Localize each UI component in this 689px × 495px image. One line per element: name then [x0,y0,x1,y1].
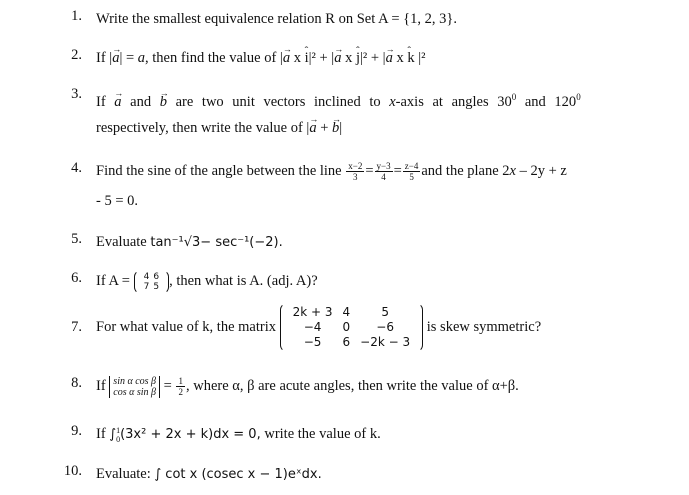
text-part: If [96,426,110,442]
determinant-row: cos α sin β [113,386,157,398]
numerator: z−4 [404,161,419,172]
vector-a: a → [334,47,341,69]
text-part: + [316,120,333,136]
question-number: 1. [71,8,82,24]
text-part: x [290,50,305,66]
text-part: and [130,93,152,110]
lower-limit: 0 [116,434,121,444]
matrix-cell: 5 [153,281,160,292]
text-part: For what value of k, the matrix [96,318,276,335]
denominator: 3 [353,172,358,183]
vector-a: a → [114,91,121,113]
determinant [109,376,160,398]
denominator: 5 [409,172,414,183]
matrix-cell: −2k − 3 [360,335,411,349]
matrix-cell: 7 [143,281,150,292]
text-part: respectively, then write the value of | [96,120,310,136]
text-part: write the value of k. [260,426,381,442]
matrix-a [134,272,169,292]
question-number: 10. [63,463,82,479]
vector-a: a → [112,47,119,69]
question-text-line-2: - 5 = 0. [96,193,139,209]
math-expression: (3x² + 2x + k)dx = 0, [120,427,261,442]
integral-sign: ∫ [109,427,117,442]
text-part: If [96,378,106,394]
matrix-cell: −5 [303,335,322,349]
matrix-k [280,305,424,350]
vector-a: a → [309,117,316,139]
question-text [96,270,667,292]
numerator: 1 [178,376,183,387]
superscript: 0 [576,92,581,102]
matrix-cell: −6 [376,320,394,334]
text-part: – 2y + z [515,163,567,179]
question-text-line-1 [96,86,667,113]
question-number: 2. [71,47,82,63]
vector-b: b → [160,91,167,113]
fraction [176,376,185,397]
text-part: If [96,93,106,110]
text-part: |² [414,50,426,66]
question-number: 4. [71,160,82,176]
text-part: | [339,120,343,136]
matrix-cell: 6 [153,271,160,282]
text-part: , then find the value of | [145,50,283,66]
text-part: is skew symmetric? [426,318,542,335]
text-part: Evaluate: [96,466,155,482]
question-text-line-2 [96,117,667,139]
matrix-cell: 4 [342,305,351,319]
question-number: 3. [71,86,82,102]
question-number: 7. [71,319,82,335]
question-text [96,423,667,446]
fraction [375,161,393,182]
question-text [96,305,667,350]
matrix-cell: −4 [303,320,322,334]
upper-limit: 1 [116,425,121,435]
text-part: Evaluate [96,234,151,250]
text-part: |² + | [359,50,386,66]
text-part: x [392,50,408,66]
math-expression: ∫ cot x (cosec x − 1)eˣdx. [154,467,322,482]
determinant-row: sin α cos β [113,375,157,387]
text-part: |² + | [308,50,335,66]
text-part: , then what is A. (adj. A)? [169,273,318,289]
text-part: -axis at angles 30 [395,93,512,110]
text-part: x [509,163,516,179]
question-text [96,375,667,398]
text-part: If | [96,50,113,66]
text-part: and the plane 2 [421,163,510,179]
question-number: 6. [71,270,82,286]
vector-a: a → [386,47,393,69]
unit-vector-i: i ˆ [305,47,309,69]
matrix-cell: 5 [381,305,389,319]
matrix-cell: 6 [342,335,351,349]
question-text [96,463,667,486]
superscript: 0 [511,92,517,102]
denominator: 4 [381,172,386,183]
question-number: 8. [71,375,82,391]
question-text [96,231,667,254]
question-text: Write the smallest equivalence relation R on Set A = {1, 2, 3}. [96,11,457,27]
text-part: a [137,50,146,66]
text-part: , where α, β are acute angles, then write the value of α+β. [185,378,519,394]
numerator: x−2 [348,161,363,172]
matrix-cell: 2k + 3 [292,305,333,319]
question-text [96,47,667,69]
unit-vector-j: j ˆ [356,47,360,69]
fraction [403,161,421,182]
text-part: x [389,93,396,110]
vector-b: b → [332,117,339,139]
matrix-cell: 4 [143,271,150,282]
matrix-cell: 0 [342,320,351,334]
question-number: 5. [71,231,82,247]
vector-a: a → [283,47,290,69]
question-number: 9. [71,423,82,439]
math-expression: tan⁻¹√3− sec⁻¹(−2). [150,235,283,250]
question-text-line-1: Find the sine of the angle between the line $\frac{x-2}{3}$ = $\frac{y-3}{4}$ = $\frac{z-4}{5}$ and the plane 2x – 2y + z [96,161,567,183]
text-part: | = [119,50,138,66]
numerator: y−3 [376,161,391,172]
unit-vector-k: k ˆ [407,47,414,69]
fraction [346,161,364,182]
text-part: = [163,378,172,394]
text-part: are two unit vectors inclined to [175,93,381,110]
text-part: and 120 [516,93,577,110]
text-part: If A = [96,273,134,289]
denominator: 2 [178,387,183,398]
text-part: Find the sine of the angle between the line [96,163,342,179]
text-part: x [341,50,356,66]
